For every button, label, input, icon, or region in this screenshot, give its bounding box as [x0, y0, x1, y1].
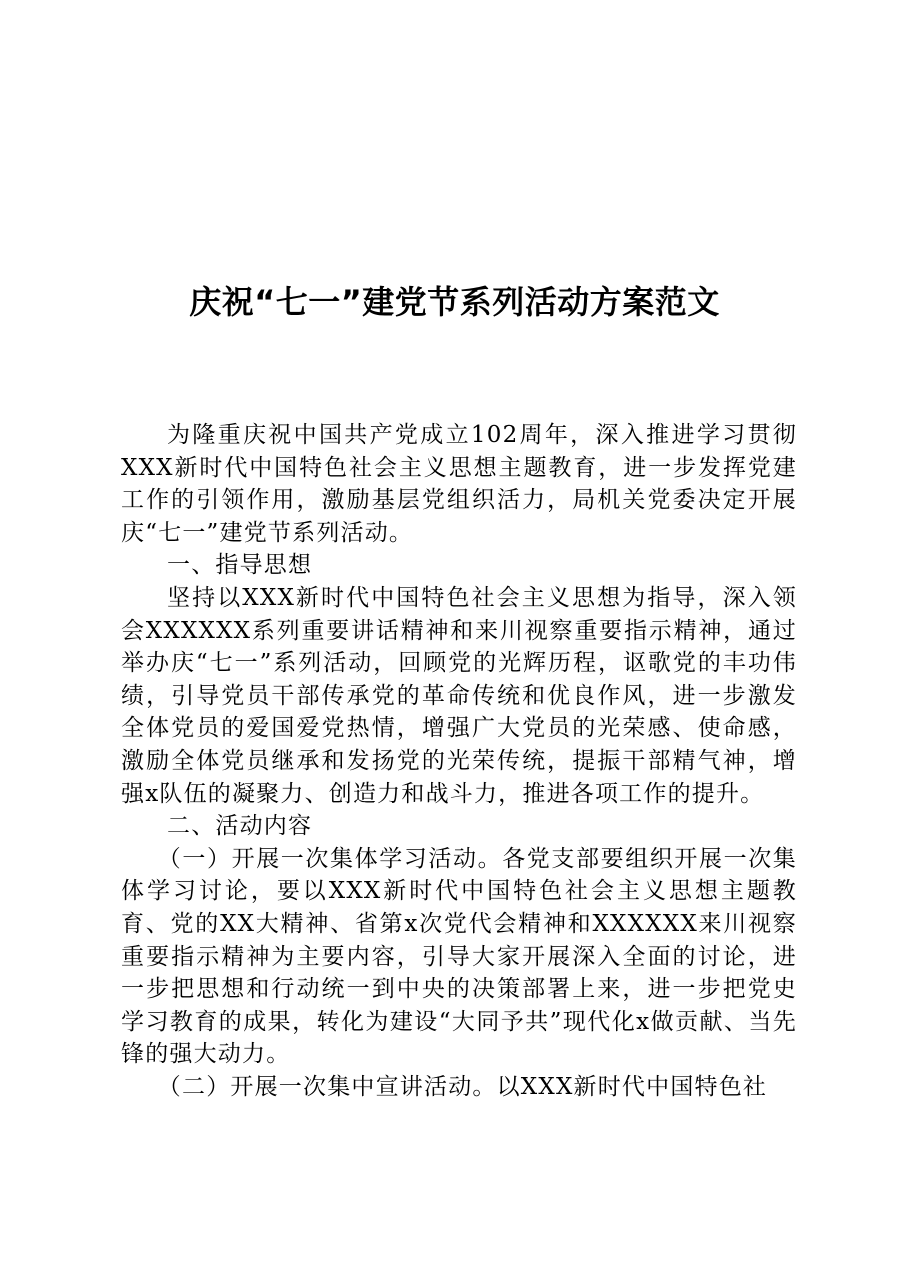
document-body: [121, 419, 797, 1103]
guiding-ideology-paragraph: 坚持以XXX新时代中国特色社会主义思想为指导，深入领会XXXXXX系列重要讲话精神和来川视察重要指示精神，通过举办庆“七一”系列活动，回顾党的光辉历程，讴歌党的丰功伟绩，引导党员干部传承党的革命传统和优良作风，进一步激发全体党员的爱国爱党热情，增强广大党员的光荣感、使命感，激励全体党员继承和发扬党的光荣传统，提振干部精气神，增强x队伍的凝聚力、创造力和战斗力，推进各项工作的提升。: [121, 584, 797, 807]
section-heading-activity-content: 二、活动内容: [167, 813, 313, 840]
activity-item-1-paragraph: （一）开展一次集体学习活动。各党支部要组织开展一次集体学习讨论，要以XXX新时代中国特色社会主义思想主题教育、党的XX大精神、省第x次党代会精神和XXXXXX来川视察重要指示精神为主要内容，引导大家开展深入全面的讨论，进一步把思想和行动统一到中央的决策部署上来，进一步把党史学习教育的成果，转化为建设“大同予共”现代化x做贡献、当先锋的强大动力。: [121, 845, 797, 1068]
intro-paragraph: 为隆重庆祝中国共产党成立102周年，深入推进学习贯彻XXX新时代中国特色社会主义思想主题教育，进一步发挥党建工作的引领作用，激励基层党组织活力，局机关党委决定开展庆“七一”建党节系列活动。: [121, 422, 797, 546]
section-heading-guiding-ideology: 一、指导思想: [167, 552, 313, 579]
activity-item-2-paragraph: （二）开展一次集中宣讲活动。以XXX新时代中国特色社: [157, 1073, 768, 1100]
document-title: 庆祝“七一”建党节系列活动方案范文: [189, 283, 720, 321]
